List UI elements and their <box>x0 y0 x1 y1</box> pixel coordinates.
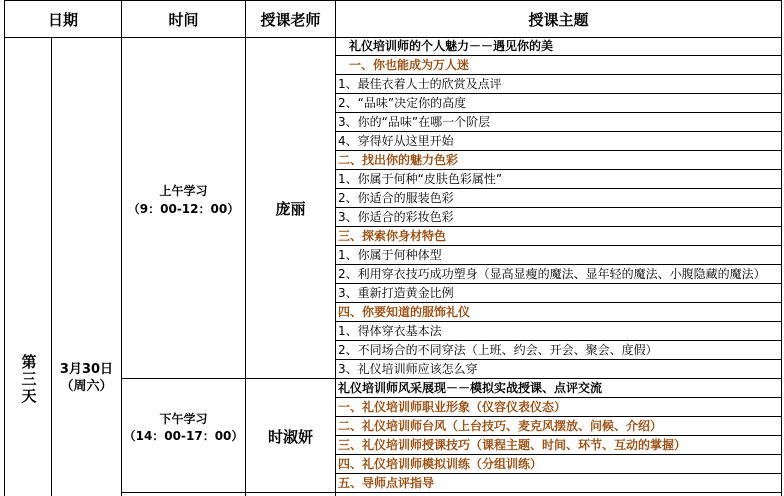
topic-row-title: 礼仪培训师风采展现－－模拟实战授课、点评交流 <box>336 379 781 398</box>
header-time-label: 时间 <box>168 10 199 29</box>
header-time-cell <box>121 0 246 38</box>
afternoon-time-range: （14：00-17：00） <box>123 429 244 443</box>
morning-time-range: （9：00-12：00） <box>127 202 240 216</box>
topic-row-section: 一、礼仪培训师职业形象（仪容仪表仪态） <box>336 398 781 417</box>
morning-time-cell <box>121 37 246 379</box>
header-teacher-label: 授课老师 <box>260 10 321 29</box>
topic-row-section: 四、礼仪培训师模拟训练（分组训练） <box>336 455 781 474</box>
topic-row-item: 3、礼仪培训师应该怎么穿 <box>336 360 781 379</box>
afternoon-period-label: 下午学习 <box>159 412 208 426</box>
topic-row-item: 1、你属于何种“皮肤色彩属性” <box>336 170 781 189</box>
next-time-cell <box>121 492 246 496</box>
topic-row-item: 2、不同场合的不同穿法（上班、约会、开会、聚会、度假） <box>336 341 781 360</box>
header-topic-cell <box>335 0 782 38</box>
topic-row-item: 3、你的“品味”在哪一个阶层 <box>336 113 781 132</box>
topic-row-title: 礼仪培训师的个人魅力－－遇见你的美 <box>336 37 781 56</box>
topic-row-item: 4、穿得好从这里开始 <box>336 132 781 151</box>
header-date-label: 日期 <box>47 10 78 29</box>
topic-column <box>335 37 782 496</box>
topic-row-item: 1、得体穿衣基本法 <box>336 322 781 341</box>
topic-row-item: 1、你属于何种体型 <box>336 246 781 265</box>
topic-row-item: 2、“品味”决定你的高度 <box>336 94 781 113</box>
topic-row-item: 2、你适合的服装色彩 <box>336 189 781 208</box>
header-teacher-cell <box>245 0 336 38</box>
topic-row-item: 2、利用穿衣技巧成功塑身（显高显瘦的魔法、显年轻的魔法、小腹隐藏的魔法） <box>336 265 781 284</box>
topic-row-item: 3、重新打造黄金比例 <box>336 284 781 303</box>
topic-row-section: 二、礼仪培训师台风（上台技巧、麦克风摆放、问候、介绍） <box>336 417 781 436</box>
header-date-cell <box>4 0 122 38</box>
morning-teacher-name: 庞丽 <box>275 200 306 218</box>
topic-row-section: 三、礼仪培训师授课技巧（课程主题、时间、环节、互动的掌握） <box>336 436 781 455</box>
weekday-label: （周六） <box>60 379 113 394</box>
morning-teacher-cell <box>245 37 336 379</box>
day-label: 第三天 <box>19 354 38 405</box>
topic-row-section: 一、你也能成为万人迷 <box>336 56 781 75</box>
afternoon-time-cell <box>121 378 246 493</box>
date-cell <box>51 37 122 496</box>
day-label-wrap <box>5 354 51 405</box>
header-topic-label: 授课主题 <box>528 10 589 29</box>
next-teacher-cell <box>245 492 336 496</box>
date-stack <box>52 361 121 395</box>
afternoon-teacher-cell <box>245 378 336 493</box>
date-label: 3月30日 <box>59 362 114 377</box>
day-cell <box>4 37 52 496</box>
topic-row-item: 1、最佳衣着人士的欣赏及点评 <box>336 75 781 94</box>
morning-time-stack <box>122 182 245 218</box>
topic-row-section: 三、探索你身材特色 <box>336 227 781 246</box>
topic-row-section: 五、导师点评指导 <box>336 474 781 493</box>
topic-row-section: 四、你要知道的服饰礼仪 <box>336 303 781 322</box>
afternoon-teacher-name: 时淑妍 <box>267 428 313 446</box>
morning-period-label: 上午学习 <box>159 184 208 198</box>
topic-row-section: 二、找出你的魅力色彩 <box>336 151 781 170</box>
topic-row-item: 3、你适合的彩妆色彩 <box>336 208 781 227</box>
afternoon-time-stack <box>122 411 245 445</box>
